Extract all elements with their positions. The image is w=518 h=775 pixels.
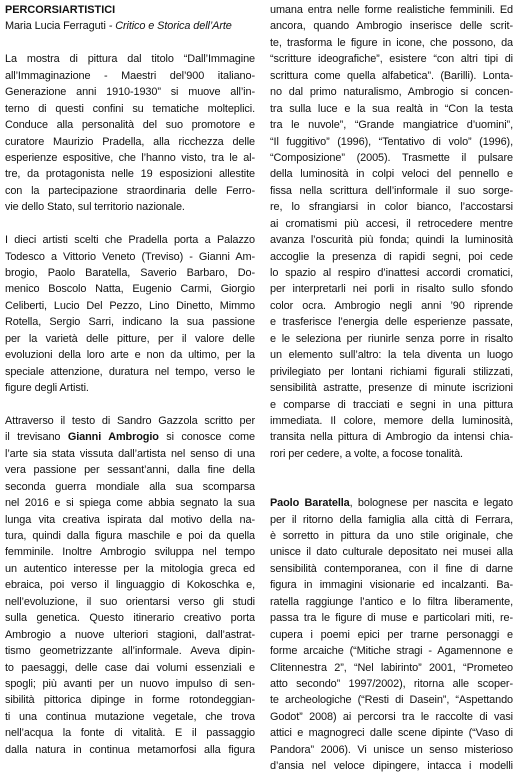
text-line: no dal primo naturalismo, Ambrogio si concen- bbox=[270, 86, 513, 99]
text-line: femminile. Inoltre Ambrogio sviluppa nel tempo bbox=[5, 546, 255, 559]
text-line: terno di questi confini su tematiche molteplici. bbox=[5, 102, 255, 115]
text-line: re, lo sfrangiarsi in color bianco, l’accostarsi bbox=[270, 201, 513, 214]
text-run: il trevisano bbox=[5, 431, 68, 444]
text-line: dalla natura in continua metamorfosi alla figura bbox=[5, 743, 255, 756]
text-line: “Composizione” (2005). Trasmette il pulsare bbox=[270, 151, 513, 164]
text-line: ai cromatismi più accesi, il retrocedere mentre bbox=[270, 217, 513, 230]
text-line: Godot” 2008) ai percorsi tra le raccolte di vasi bbox=[270, 710, 513, 723]
text-line: figure degli Artisti. bbox=[5, 382, 89, 395]
text-line: Clitennestra 2”, “Nel labirinto” 2001, “Prometeo bbox=[270, 661, 513, 674]
spacer bbox=[5, 35, 255, 51]
artist-name-baratella: Paolo Baratella bbox=[270, 497, 350, 510]
spacer bbox=[5, 397, 255, 413]
text-line: umana entra nelle forme realistiche femminili. Ed bbox=[270, 4, 513, 16]
text-line: attici e magnogreci dalle scene dipinte (“Vaso di bbox=[270, 727, 513, 740]
section-title: PERCORSIARTISTICI bbox=[5, 4, 116, 16]
author-byline bbox=[5, 18, 255, 34]
text-line: è sorretto in pittura da uno stile originale, che bbox=[270, 530, 513, 542]
text-line: spogli; più avanti per un nuovo impulso di sen- bbox=[5, 677, 255, 690]
text-line: Generazione anni 1910-1930” si muove all’in- bbox=[5, 86, 255, 99]
text-run: si conosce come bbox=[158, 431, 255, 444]
text-line: brogio, Paolo Baratella, Saverio Barbaro, Do- bbox=[5, 267, 255, 279]
text-line: te archeologiche (“Resti di Dasein”, “Aspettando bbox=[270, 694, 513, 707]
text-line: tra sulla luce e la sua realtà in “Con la testa bbox=[270, 102, 513, 115]
spacer bbox=[270, 462, 513, 478]
text-line: sensibilità contemporanea, con il fine di darne bbox=[270, 562, 513, 575]
text-line: forme arcaiche (“Mitiche stragi - Agamennone e bbox=[270, 645, 513, 658]
text-line: to paesaggi, delle case dai volumi essenziali e bbox=[5, 661, 255, 674]
text-line: e comparse di tracciati e segni in una pittura bbox=[270, 398, 513, 411]
text-line: e le seleziona per riunirle senza porre in risalto bbox=[270, 332, 513, 345]
text-line: fissa nella scrittura dell’informale il suo sorge- bbox=[270, 184, 513, 197]
text-line: ratella raggiunge l’antico e lo filtra liberamente, bbox=[270, 595, 513, 608]
paragraph-artists bbox=[5, 232, 255, 396]
artist-name-ambrogio: Gianni Ambrogio bbox=[67, 431, 159, 444]
text-line: evoluzioni della loro arte e non da ultimo, per la bbox=[5, 349, 255, 362]
paragraph-baratella bbox=[270, 495, 513, 774]
text-line: un autentico interesse per la mitologia greca ed bbox=[5, 562, 255, 575]
text-line: sulla genetica. Questo itinerario creativo porta bbox=[5, 612, 255, 625]
text-line: esperienze espositive, che l’hanno visto, tra le al- bbox=[5, 151, 255, 164]
text-line: della luminosità in colpi veloci del pennello e bbox=[270, 168, 513, 181]
text-line: Rotella, Sergio Sarri, indicano la sua passione bbox=[5, 316, 255, 329]
text-line: transita nella pittura di Ambrogio da intensi chia- bbox=[270, 431, 513, 444]
text-line: curatore Maurizio Pradella, alla ricchezza delle bbox=[5, 135, 255, 148]
text-run: , bolognese per nascita e legato bbox=[349, 497, 513, 510]
text-line: “Il fuggitivo” (1996), “Tentativo di volo” (1996), bbox=[270, 135, 513, 148]
text-line: Celiberti, Lucio Del Pezzo, Lino Dinetto, Mimmo bbox=[5, 299, 255, 312]
text-line: Attraverso il testo di Sandro Gazzola scritto per bbox=[5, 414, 255, 427]
text-line bbox=[5, 429, 255, 445]
text-line: per interpretarli nei porli in risalto sullo sfondo bbox=[270, 283, 513, 296]
text-line: rori per cedere, a volte, a focose tonalità. bbox=[270, 447, 463, 460]
text-line: Todesco a Vittorio Veneto (Treviso) - Gianni Am- bbox=[5, 250, 255, 263]
text-line: un elemento sull’altro: la tela diventa un luogo bbox=[270, 349, 513, 362]
text-line: d’ansia nel veloce dipingere, intacca i modelli bbox=[270, 760, 513, 773]
text-line: nell’evoluzione, il suo orientarsi verso gli studi bbox=[5, 595, 255, 608]
text-line: sensibilità astratte, presenze di minute iscrizioni bbox=[270, 382, 513, 395]
text-line: Pandora” 2006). Vi unisce un senso misterioso bbox=[270, 743, 513, 756]
text-line: tismo geometrizzante all’informale. Aveva dipin- bbox=[5, 645, 255, 658]
text-line: accoglie la presenza di rapidi segni, poi cede bbox=[270, 250, 513, 263]
author-name: Maria Lucia Ferraguti bbox=[5, 20, 106, 33]
text-line: Ambrogio a nuove ulteriori stagioni, dall’astrat- bbox=[5, 628, 255, 641]
right-column bbox=[270, 2, 513, 775]
text-line bbox=[270, 495, 513, 511]
text-line: nell’acqua la fonte di vitalità. E il passaggio bbox=[5, 727, 255, 740]
text-line: atto secondo” 1997/2002), ritorna alle scoper- bbox=[270, 677, 513, 690]
text-line: lunga vita creativa ispirata dal motivo della na- bbox=[5, 513, 255, 526]
text-line: “scritture ideografiche”, esistere “con altri tipi di bbox=[270, 53, 513, 66]
text-line: te, trasforma le figure in icone, che possono, da bbox=[270, 36, 513, 49]
text-line: menico Boscolo Natta, Eugenio Carmi, Giorgio bbox=[5, 283, 255, 296]
text-line: per il ritorno della famiglia alla città di Ferrara, bbox=[270, 513, 513, 526]
text-line: e trasferisce l’energia delle esperienze passate, bbox=[270, 316, 513, 329]
spacer bbox=[5, 216, 255, 232]
paragraph-ambrogio bbox=[5, 413, 255, 758]
left-column bbox=[5, 2, 255, 758]
text-line: l’arte sia stata vissuta dall’artista nel senso di una bbox=[5, 447, 255, 460]
text-line: vie dello Stato, sul territorio nazionale. bbox=[5, 201, 185, 214]
text-line: cupera i poemi epici per trarne personaggi e bbox=[270, 628, 513, 641]
text-line: unisce il dato culturale depositato nei musei alla bbox=[270, 546, 513, 559]
text-line: La mostra di pittura dal titolo “Dall’Immagine bbox=[5, 53, 255, 66]
paragraph-intro bbox=[5, 51, 255, 215]
text-line: vera passione per sessant’anni, dalla fine della bbox=[5, 464, 255, 477]
spacer bbox=[270, 479, 513, 495]
text-line: ancora, quando Ambrogio inserisce delle scrit- bbox=[270, 20, 513, 33]
text-line: per la varietà delle pitture, per il valore delle bbox=[5, 332, 255, 345]
text-line: tura, quindi dalla figura maschile e poi da quella bbox=[5, 530, 255, 542]
text-line: nel 2016 e si spiega come abbia segnato la sua bbox=[5, 497, 255, 510]
text-line: scrittura come quella alfabetica”. (Barilli). Lonta- bbox=[270, 69, 513, 82]
text-line: tre, da protagonista nelle 19 esposizioni allestite bbox=[5, 168, 255, 181]
text-line: sibilità pittorica dipinge in forme rotondeggian- bbox=[5, 694, 255, 707]
text-line: all’Immaginazione - Maestri del’900 italiano- bbox=[5, 69, 255, 82]
text-line: ti una continua mutazione vegetale, che trova bbox=[5, 710, 255, 723]
text-line: Conduce alla personalità del suo promotore e bbox=[5, 119, 255, 132]
paragraph-ambrogio-continued bbox=[270, 2, 513, 462]
text-line: immediata. Il colore, memore della luminosità, bbox=[270, 414, 513, 427]
text-line: figura in immagini visionarie ed incalzanti. Ba- bbox=[270, 579, 513, 592]
text-line: seconda guerra mondiale alla sua scomparsa bbox=[5, 480, 255, 493]
text-line: con la partecipazione straordinaria delle Ferro- bbox=[5, 184, 255, 197]
text-line: ebraica, poi verso il linguaggio di Kokoschka e, bbox=[5, 579, 255, 592]
text-line: avanza l’oscurità più fonda; quindi la luminosità bbox=[270, 234, 513, 247]
text-line: speciale attenzione, duratura nel tempo, verso le bbox=[5, 365, 255, 378]
text-line: tra le nuvole”, “Grande mangiatrice d’uomini”, bbox=[270, 119, 513, 132]
text-line: privilegiato per lontani richiami figurali stilizzati, bbox=[270, 365, 513, 378]
text-line: I dieci artisti scelti che Pradella porta a Palazzo bbox=[5, 234, 255, 247]
text-line: lo spazio al respiro d’inattesi accordi cromatici, bbox=[270, 267, 513, 279]
author-role: - Critico e Storica dell’Arte bbox=[108, 20, 232, 33]
text-line: color ocra. Ambrogio negli anni ’90 riprende bbox=[270, 299, 513, 312]
text-line: passa tra le figure di muse e particolari miti, re- bbox=[270, 612, 513, 625]
